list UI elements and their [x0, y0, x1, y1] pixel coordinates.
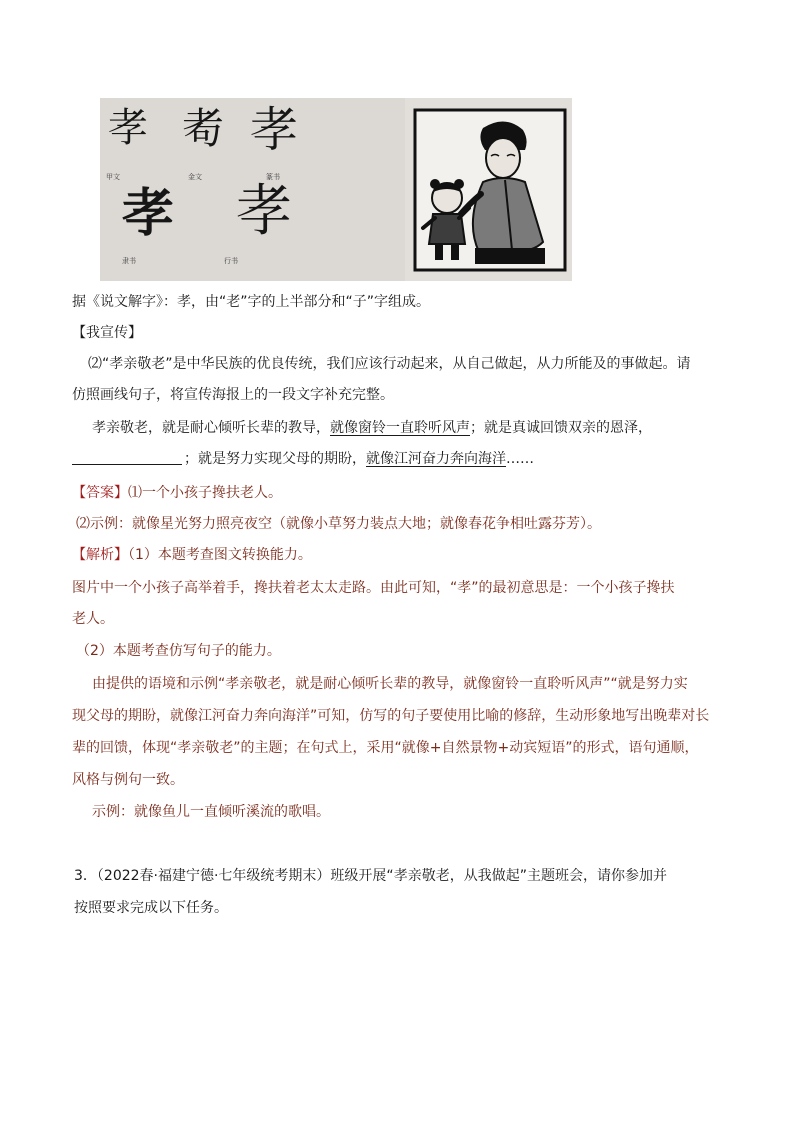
- analysis-1-title: （1）本题考查图文转换能力。: [128, 547, 312, 563]
- answer-label: 【答案】: [72, 485, 128, 501]
- analysis-text-2: 老人。: [72, 611, 114, 627]
- question-3-line-1: 3．（2022春·福建宁德·七年级统考期末）班级开展“孝亲敬老，从我做起”主题班会，请你参加并: [74, 868, 667, 884]
- analysis-text-4: 现父母的期盼，就像江河奋力奔向海洋”可知，仿写的句子要使用比喻的修辞，生动形象地写出晚辈对长: [72, 708, 710, 724]
- poster-text-c: ；就是真诚回馈双亲的恩泽，: [470, 420, 652, 436]
- caption-running: 行书: [224, 257, 238, 265]
- caption-seal: 篆书: [266, 173, 280, 181]
- section-heading: 【我宣传】: [72, 325, 142, 341]
- question-2-line-2: 仿照画线句子，将宣传海报上的一段文字补充完整。: [72, 387, 394, 403]
- analysis-example: 示例：就像鱼儿一直倾听溪流的歌唱。: [92, 804, 330, 820]
- answer-line-1: [72, 483, 732, 503]
- poster-text-a: 孝亲敬老，就是耐心倾听长辈的教导，: [92, 420, 330, 436]
- poster-text-d: ；就是努力实现父母的期盼，: [184, 451, 366, 467]
- poster-line-1: [92, 418, 752, 438]
- child-helping-elder-illustration: [405, 98, 572, 281]
- calligraphy-panel: [100, 98, 405, 281]
- analysis-text-3: 由提供的语境和示例“孝亲敬老，就是耐心倾听长辈的教导，就像窗铃一直聆听风声”“就是努力实: [92, 676, 688, 692]
- answer-2: ⑵示例：就像星光努力照亮夜空（就像小草努力装点大地；就像春花争相吐露芬芳）。: [76, 516, 601, 532]
- analysis-text-5: 辈的回馈，体现“孝亲敬老”的主题；在句式上，采用“就像+自然景物+动宾短语”的形式，语句通顺，: [72, 740, 699, 756]
- analysis-line-1: [72, 545, 732, 565]
- question-3-line-2: 按照要求完成以下任务。: [74, 900, 228, 916]
- answer-1: ⑴一个小孩子搀扶老人。: [128, 485, 282, 501]
- fill-in-blank[interactable]: [72, 450, 182, 465]
- illustration-svg: [405, 98, 572, 281]
- question-2-line-1: ⑵“孝亲敬老”是中华民族的优良传统，我们应该行动起来，从自己做起，从力所能及的事做起。请: [88, 356, 691, 372]
- caption-clerical: 隶书: [122, 257, 136, 265]
- caption-bronze: 金文: [188, 173, 202, 181]
- caption-oracle: 甲文: [106, 173, 120, 181]
- figure-image: [100, 98, 572, 281]
- analysis-text-1: 图片中一个小孩子高举着手，搀扶着老太太走路。由此可知，“孝”的最初意思是：一个小孩子搀扶: [72, 580, 675, 596]
- poster-ellipsis: ……: [506, 451, 534, 467]
- poster-line-2: [72, 449, 732, 469]
- analysis-label: 【解析】: [72, 547, 128, 563]
- analysis-2-title: （2）本题考查仿写句子的能力。: [76, 643, 281, 659]
- underlined-example-1: 就像窗铃一直聆听风声: [330, 420, 470, 436]
- glyph-bronze: 耇: [182, 104, 225, 153]
- underlined-example-2: 就像江河奋力奔向海洋: [366, 451, 506, 467]
- glyph-seal: 孝: [250, 102, 299, 158]
- analysis-text-6: 风格与例句一致。: [72, 772, 184, 788]
- source-note: 据《说文解字》：孝，由“老”字的上半部分和“子”字组成。: [72, 294, 431, 310]
- glyph-clerical: 孝: [122, 183, 175, 244]
- glyph-running: 孝: [236, 179, 292, 244]
- glyph-oracle: 孝: [108, 105, 148, 151]
